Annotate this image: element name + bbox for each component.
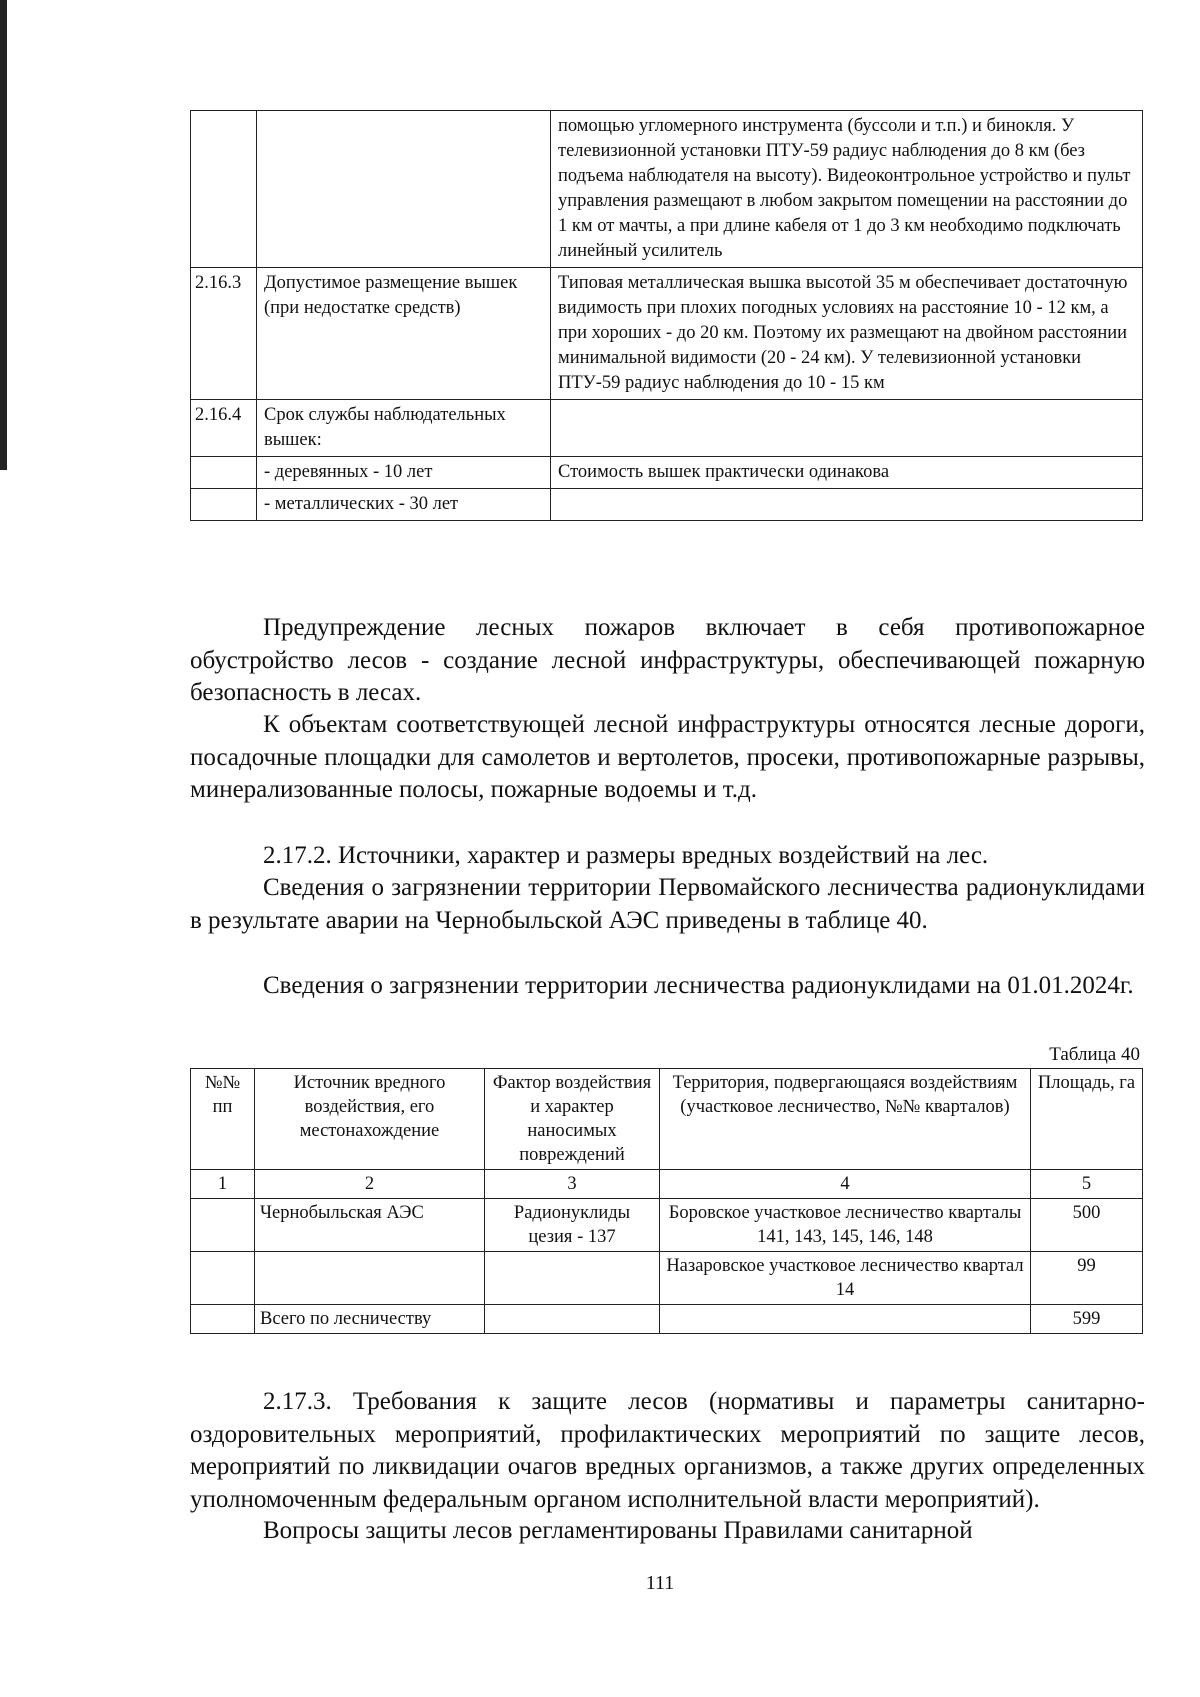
cell-num (191, 1199, 255, 1252)
section-heading-2-17-2: 2.17.2. Источники, характер и размеры вредных воздействий на лес. (263, 842, 989, 869)
paragraph-fire-prevention: Предупреждение лесных пожаров включает в себя противопожарное обустройство лесов - создание лесной инфраструктуры, обеспечивающей пожарную безопасность в лесах. (190, 614, 1145, 706)
column-number: 2 (255, 1170, 485, 1199)
section-heading-2-17-3: 2.17.3. Требования к защите лесов (нормативы и параметры санитарно-оздоровительных мероприятий, профилактических мероприятий по защите лесов, мероприятий по ликвидации очагов вредных организмов, а также других определенных уполномоченным федеральным органом исполнительной власти мероприятий). (190, 1388, 1145, 1513)
column-number: 1 (191, 1170, 255, 1199)
table-row (191, 1252, 1143, 1305)
row-number: 2.16.4 (191, 400, 257, 457)
row-name: Срок службы наблюдательных вышек: (257, 400, 551, 457)
table-row (191, 457, 1143, 489)
cell-factor: Радионуклиды цезия - 137 (485, 1199, 660, 1252)
table-row (191, 1199, 1143, 1252)
contamination-table (190, 1068, 1143, 1334)
row-description (551, 489, 1143, 521)
total-label: Всего по лесничеству (255, 1305, 485, 1334)
cell-empty (660, 1305, 1031, 1334)
cell-territory: Боровское участковое лесничество кварталы 141, 143, 145, 146, 148 (660, 1199, 1031, 1252)
table-row (191, 489, 1143, 521)
cell-territory: Назаровское участковое лесничество квартал 14 (660, 1252, 1031, 1305)
row-name: - деревянных - 10 лет (257, 457, 551, 489)
paragraph-infrastructure: К объектам соответствующей лесной инфраструктуры относятся лесные дороги, посадочные площадки для самолетов и вертолетов, просеки, противопожарные разрывы, минерализованные полосы, пожарные водоемы и т.д. (190, 711, 1145, 803)
row-name: - металлических - 30 лет (257, 489, 551, 521)
header-territory: Территория, подвергающаяся воздействиям (участковое лесничество, №№ кварталов) (660, 1069, 1031, 1170)
table-row (191, 111, 1143, 268)
table-caption: Таблица 40 (1049, 1044, 1140, 1065)
table-row (191, 268, 1143, 400)
scan-edge-line (0, 0, 7, 470)
column-number: 5 (1031, 1170, 1143, 1199)
header-row (191, 1069, 1143, 1170)
header-num: №№ пп (191, 1069, 255, 1170)
paragraph-contamination-info: Сведения о загрязнении территории Первомайского лесничества радионуклидами в результате аварии на Чернобыльской АЭС приведены в таблице 40. (190, 874, 1145, 934)
paragraph-forest-protection: Вопросы защиты лесов регламентированы Правилами санитарной (263, 1517, 973, 1544)
row-name (257, 111, 551, 268)
row-description: Типовая металлическая вышка высотой 35 м обеспечивает достаточную видимость при плохих погодных условиях на расстояние 10 - 12 км, а при хороших - до 20 км. Поэтому их размещают на двойном расстоянии минимальной видимости (20 - 24 км). У телевизионной установки ПТУ-59 радиус наблюдения до 10 - 15 км (551, 268, 1143, 400)
row-description (551, 400, 1143, 457)
cell-num (191, 1252, 255, 1305)
row-description: Стоимость вышек практически одинакова (551, 457, 1143, 489)
column-number: 4 (660, 1170, 1031, 1199)
table-title: Сведения о загрязнении территории лесничества радионуклидами на 01.01.2024г. (263, 972, 1134, 999)
header-factor: Фактор воздействия и характер наносимых повреждений (485, 1069, 660, 1170)
total-row (191, 1305, 1143, 1334)
cell-source (255, 1252, 485, 1305)
cell-empty (485, 1305, 660, 1334)
row-number (191, 489, 257, 521)
total-area: 599 (1031, 1305, 1143, 1334)
row-name: Допустимое размещение вышек (при недостатке средств) (257, 268, 551, 400)
page-number: 111 (645, 1572, 675, 1594)
row-description: помощью угломерного инструмента (буссоли и т.п.) и бинокля. У телевизионной установки ПТУ-59 радиус наблюдения до 8 км (без подъема наблюдателя на высоту). Видеоконтрольное устройство и пульт управления размещают в любом закрытом помещении на расстоянии до 1 км от мачты, а при длине кабеля от 1 до 3 км необходимо подключать линейный усилитель (551, 111, 1143, 268)
header-source: Источник вредного воздействия, его местонахождение (255, 1069, 485, 1170)
cell-area: 99 (1031, 1252, 1143, 1305)
row-number (191, 111, 257, 268)
cell-area: 500 (1031, 1199, 1143, 1252)
table-row (191, 400, 1143, 457)
fire-watch-table (190, 110, 1143, 521)
column-number-row (191, 1170, 1143, 1199)
row-number (191, 457, 257, 489)
cell-source: Чернобыльская АЭС (255, 1199, 485, 1252)
header-area: Площадь, га (1031, 1069, 1143, 1170)
cell-factor (485, 1252, 660, 1305)
cell-empty (191, 1305, 255, 1334)
column-number: 3 (485, 1170, 660, 1199)
row-number: 2.16.3 (191, 268, 257, 400)
